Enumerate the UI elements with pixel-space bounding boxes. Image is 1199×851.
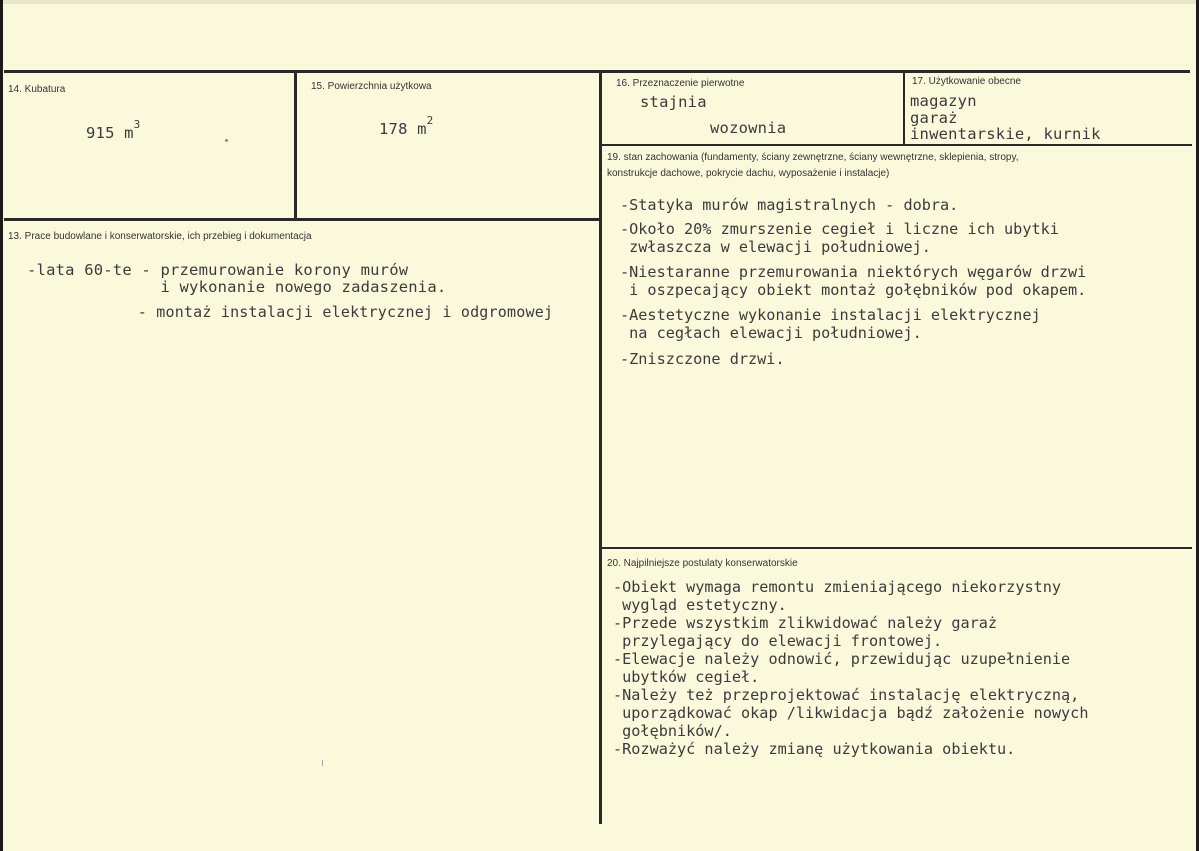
field-19-item: -Zniszczone drzwi. bbox=[620, 350, 785, 368]
divider-14-15 bbox=[294, 72, 297, 220]
field-17-line-2: garaż bbox=[910, 109, 958, 127]
rule-below-16-17 bbox=[600, 144, 1192, 146]
field-15-unit-exponent: 2 bbox=[426, 114, 434, 127]
field-20-text: -Obiekt wymaga remontu zmieniającego niekorzystny wygląd estetyczny. -Przede wszystkim zlikwidować należy garaż przylegający do elewacji frontowej. -Elewacje należy odnowić, przewidując uzupełnienie ubytków cegieł. -Należy też przeprojektować instalację elektryczną, uporządkować okap /likwidacja bądź założenie nowych gołębników/. -Rozważyć należy zmianę użytkowania obiektu. bbox=[613, 578, 1089, 758]
field-17-label: 17. Użytkowanie obecne bbox=[912, 76, 1021, 87]
field-19-item: -Statyka murów magistralnych - dobra. bbox=[620, 196, 959, 214]
field-19-item: -Około 20% zmurszenie cegieł i liczne ich ubytki zwłaszcza w elewacji południowej. bbox=[620, 220, 1059, 256]
field-13-line-2: i wykonanie nowego zadaszenia. bbox=[27, 278, 447, 296]
field-14-number: 915 m bbox=[86, 124, 134, 142]
card-top-edge bbox=[0, 0, 1199, 4]
field-13-line-3: - montaż instalacji elektrycznej i odgromowej bbox=[27, 303, 554, 321]
field-14-unit-exponent: 3 bbox=[133, 118, 141, 131]
card-left-edge bbox=[0, 0, 3, 851]
field-19-label-line-2: konstrukcje dachowe, pokrycie dachu, wyposażenie i instalacje) bbox=[607, 168, 890, 179]
divider-main bbox=[599, 72, 602, 824]
field-14-value bbox=[86, 118, 141, 142]
field-15-number: 178 m bbox=[379, 120, 427, 138]
field-19-item: -Aestetyczne wykonanie instalacji elektrycznej na cegłach elewacji południowej. bbox=[620, 306, 1041, 342]
top-rule bbox=[4, 70, 1190, 73]
field-15-value bbox=[379, 114, 434, 138]
field-14-label: 14. Kubatura bbox=[8, 84, 66, 95]
field-20-label: 20. Najpilniejsze postulaty konserwatorskie bbox=[607, 558, 798, 569]
ink-dot bbox=[225, 139, 228, 142]
field-13-label: 13. Prace budowlane i konserwatorskie, ich przebieg i dokumentacja bbox=[8, 231, 312, 242]
ink-mark bbox=[322, 760, 323, 766]
field-17-line-3: inwentarskie, kurnik bbox=[910, 125, 1101, 143]
divider-16-17 bbox=[903, 72, 905, 145]
field-19-label-line-1: 19. stan zachowania (fundamenty, ściany zewnętrzne, ściany wewnętrzne, sklepienia, stropy, bbox=[607, 152, 1019, 163]
field-16-line-1: stajnia bbox=[640, 93, 707, 111]
field-17-line-1: magazyn bbox=[910, 92, 977, 110]
rule-above-20 bbox=[600, 547, 1192, 549]
field-16-line-2: wozownia bbox=[710, 119, 787, 137]
field-15-label: 15. Powierzchnia użytkowa bbox=[311, 81, 432, 92]
field-13-line-1: -lata 60-te - przemurowanie korony murów bbox=[27, 261, 409, 279]
field-16-label: 16. Przeznaczenie pierwotne bbox=[616, 78, 745, 89]
rule-below-14-15 bbox=[4, 218, 601, 221]
field-19-item: -Niestaranne przemurowania niektórych węgarów drzwi i oszpecający obiekt montaż gołębników pod okapem. bbox=[620, 263, 1087, 299]
